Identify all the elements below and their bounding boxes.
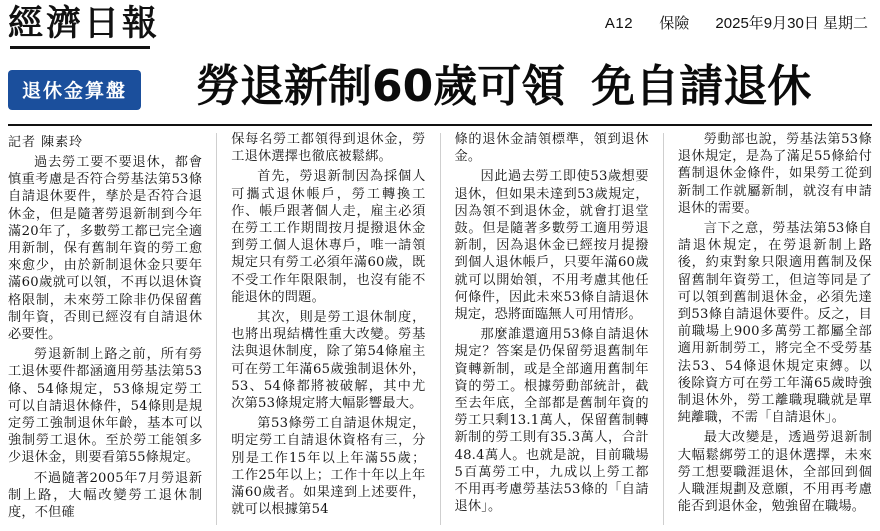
- paragraph: 第53條勞工自請退休規定，明定勞工自請退休資格有三，分別是工作15年以上年滿55歲；工作25年以上；工作十年以上年滿60歲者。如果達到上述要件，就可以根據第54: [231, 416, 426, 518]
- section-name: 保險: [659, 15, 690, 32]
- paragraph: 其次，則是勞工退休制度，也將出現結構性重大改變。勞基法與退休制度，除了第54條雇主可在勞工年滿65歲強制退休外，53、54條都將被破解，其中尤次第53條規定將大幅影響最大。: [231, 310, 426, 412]
- paragraph: 勞退新制上路之前，所有勞工退休要件都涵適用勞基法第53條、54條規定，53條規定勞工可以自請退休條件，54條則是規定勞工強制退休年齡，基本可以強制勞工退休。至於勞工能領多少退休金，則要看第55條規定。: [8, 347, 203, 466]
- paragraph: 言下之意，勞基法第53條自請退休規定，在勞退新制上路後，約束對象只限適用舊制及保留舊制年資勞工，但這等同是了可以領到舊制退休金，必須先達到53條自請退休要件。反之，目前職場上900多萬勞工都屬全部適用新制勞工，將完全不受勞基法53、54條退休規定束縛。以後除資方可在勞工年滿65歲時強制退休外，勞工離職現職就是單純離職，不需「自請退休」。: [677, 221, 872, 426]
- paragraph: 首先，勞退新制因為採個人可攜式退休帳戶，勞工轉換工作、帳戶跟著個人走，雇主必須在勞工工作期間按月提撥退休金到勞工個人退休專戶，唯一請領規定只有勞工必須年滿60歲，既不受工作年限限制，也沒有能不能退休的問題。: [231, 169, 426, 305]
- byline: 記者 陳素玲: [8, 135, 84, 150]
- paragraph: 過去勞工要不要退休，都會慎重考慮是否符合勞基法第53條自請退休要件，孳於是否符合退休金，但是隨著勞退新制到今年滿20年了，多數勞工都已完全適用新制，保有舊制年資的勞工愈來愈少，由於新制退休金只要年滿60歲就可以領，不再以退休資格限制，未來勞工除非仍保留舊制年資，否則已經沒有自請退休必要性。: [8, 155, 203, 343]
- column-divider: [440, 133, 441, 525]
- newspaper-logo: 經濟日報: [8, 3, 161, 44]
- column-2: [231, 131, 425, 527]
- paragraph: 那麼誰還適用53條自請退休規定？答案是仍保留勞退舊制年資轉新制，或是全部適用舊制年資的勞工。根據勞動部統計，截至去年底，全部都是舊制年資的勞工只剩13.1萬人，保留舊制轉新制的勞工則有35.3萬人，合計48.4萬人。也就是說，目前職場5百萬勞工中，九成以上勞工都不用再考慮勞基法53條的「自請退休」。: [454, 327, 649, 515]
- page-number: A12: [604, 15, 634, 32]
- column-4: [678, 131, 872, 527]
- paragraph: 條的退休金請領標準，領到退休金。: [454, 132, 649, 165]
- headline-kicker: 退休金算盤: [8, 70, 141, 110]
- publication-date: 2025年9月30日 星期二: [715, 15, 868, 32]
- column-divider: [216, 133, 217, 525]
- column-divider: [663, 133, 664, 525]
- headline-main: [196, 56, 811, 118]
- headline-band: [0, 54, 880, 122]
- paragraph: 因此過去勞工即使53歲想要退休，但如果未達到53歲規定，因為領不到退休金，就會打退堂鼓。但是隨著多數勞工適用勞退新制，因為退休金已經按月提撥到個人退休帳戶，只要年滿60歲就可以開始領，不用考慮其他任何條件，因此未來53條自請退休規定，恐將面臨無人可用情形。: [454, 169, 649, 323]
- logo-underline: [10, 46, 150, 49]
- header-divider: [8, 124, 872, 126]
- masthead: [0, 0, 880, 52]
- paragraph: 不過隨著2005年7月勞退新制上路，大幅改變勞工退休制度，不但確: [8, 470, 203, 521]
- masthead-meta: [605, 12, 868, 33]
- headline-part-1: 勞退新制60歲可領: [196, 61, 566, 112]
- paragraph: 勞動部也說，勞基法第53條退休規定，是為了滿足55條給付舊制退休金條件，如果勞工從到新制工作就屬新制，就沒有申請退休的需要。: [677, 132, 872, 216]
- column-1: [8, 131, 202, 527]
- headline-part-2: 免自請退休: [591, 61, 812, 112]
- paragraph: 保每名勞工都領得到退休金，勞工退休選擇也徹底被鬆綁。: [231, 132, 426, 165]
- paragraph: 最大改變是，透過勞退新制大幅鬆綁勞工的退休選擇，未來勞工想要職涯退休，全部回到個人職涯規劃及意願，不用再考慮能否到退休金，勉強留在職場。: [677, 430, 872, 515]
- article-body: [8, 131, 872, 527]
- column-3: [455, 131, 649, 527]
